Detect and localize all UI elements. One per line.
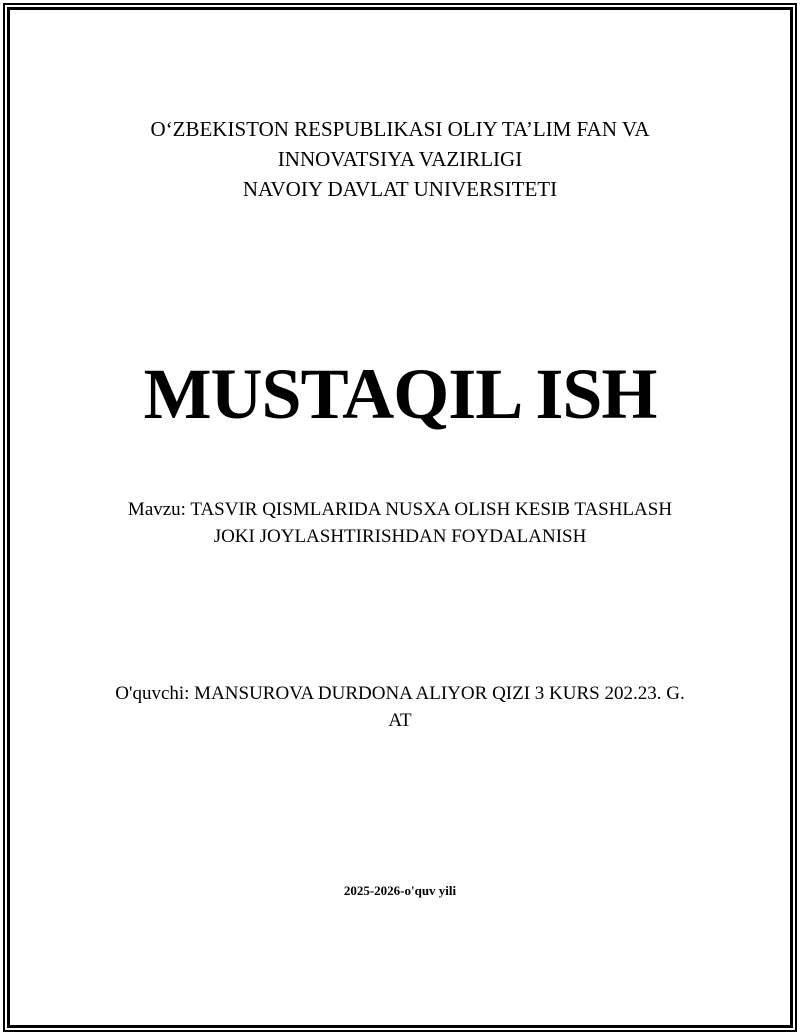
student-line-1: O'quvchi: MANSUROVA DURDONA ALIYOR QIZI 3 KURS 202.23. G. xyxy=(115,683,685,704)
institution-header-line-1: O‘ZBEKISTON RESPUBLIKASI OLIY TA’LIM FAN VA xyxy=(150,117,650,141)
topic-block xyxy=(10,496,790,550)
topic-line-1: Mavzu: TASVIR QISMLARIDA NUSXA OLISH KESIB TASHLASH xyxy=(127,499,673,520)
document-title: MUSTAQIL ISH xyxy=(143,354,657,434)
student-block xyxy=(10,680,790,734)
institution-header-line-2: INNOVATSIYA VAZIRLIGI xyxy=(277,147,523,171)
institution-header xyxy=(10,114,790,204)
cover-page-content xyxy=(10,10,790,900)
academic-year: 2025-2026-o'quv yili xyxy=(343,883,457,898)
student-line-2: AT xyxy=(388,710,412,731)
topic-line-2: JOKI JOYLASHTIRISHDAN FOYDALANISH xyxy=(213,526,587,547)
page-border-inner xyxy=(7,7,793,1028)
page-border-outer xyxy=(3,3,797,1032)
institution-header-line-3: NAVOIY DAVLAT UNIVERSITETI xyxy=(242,177,558,201)
